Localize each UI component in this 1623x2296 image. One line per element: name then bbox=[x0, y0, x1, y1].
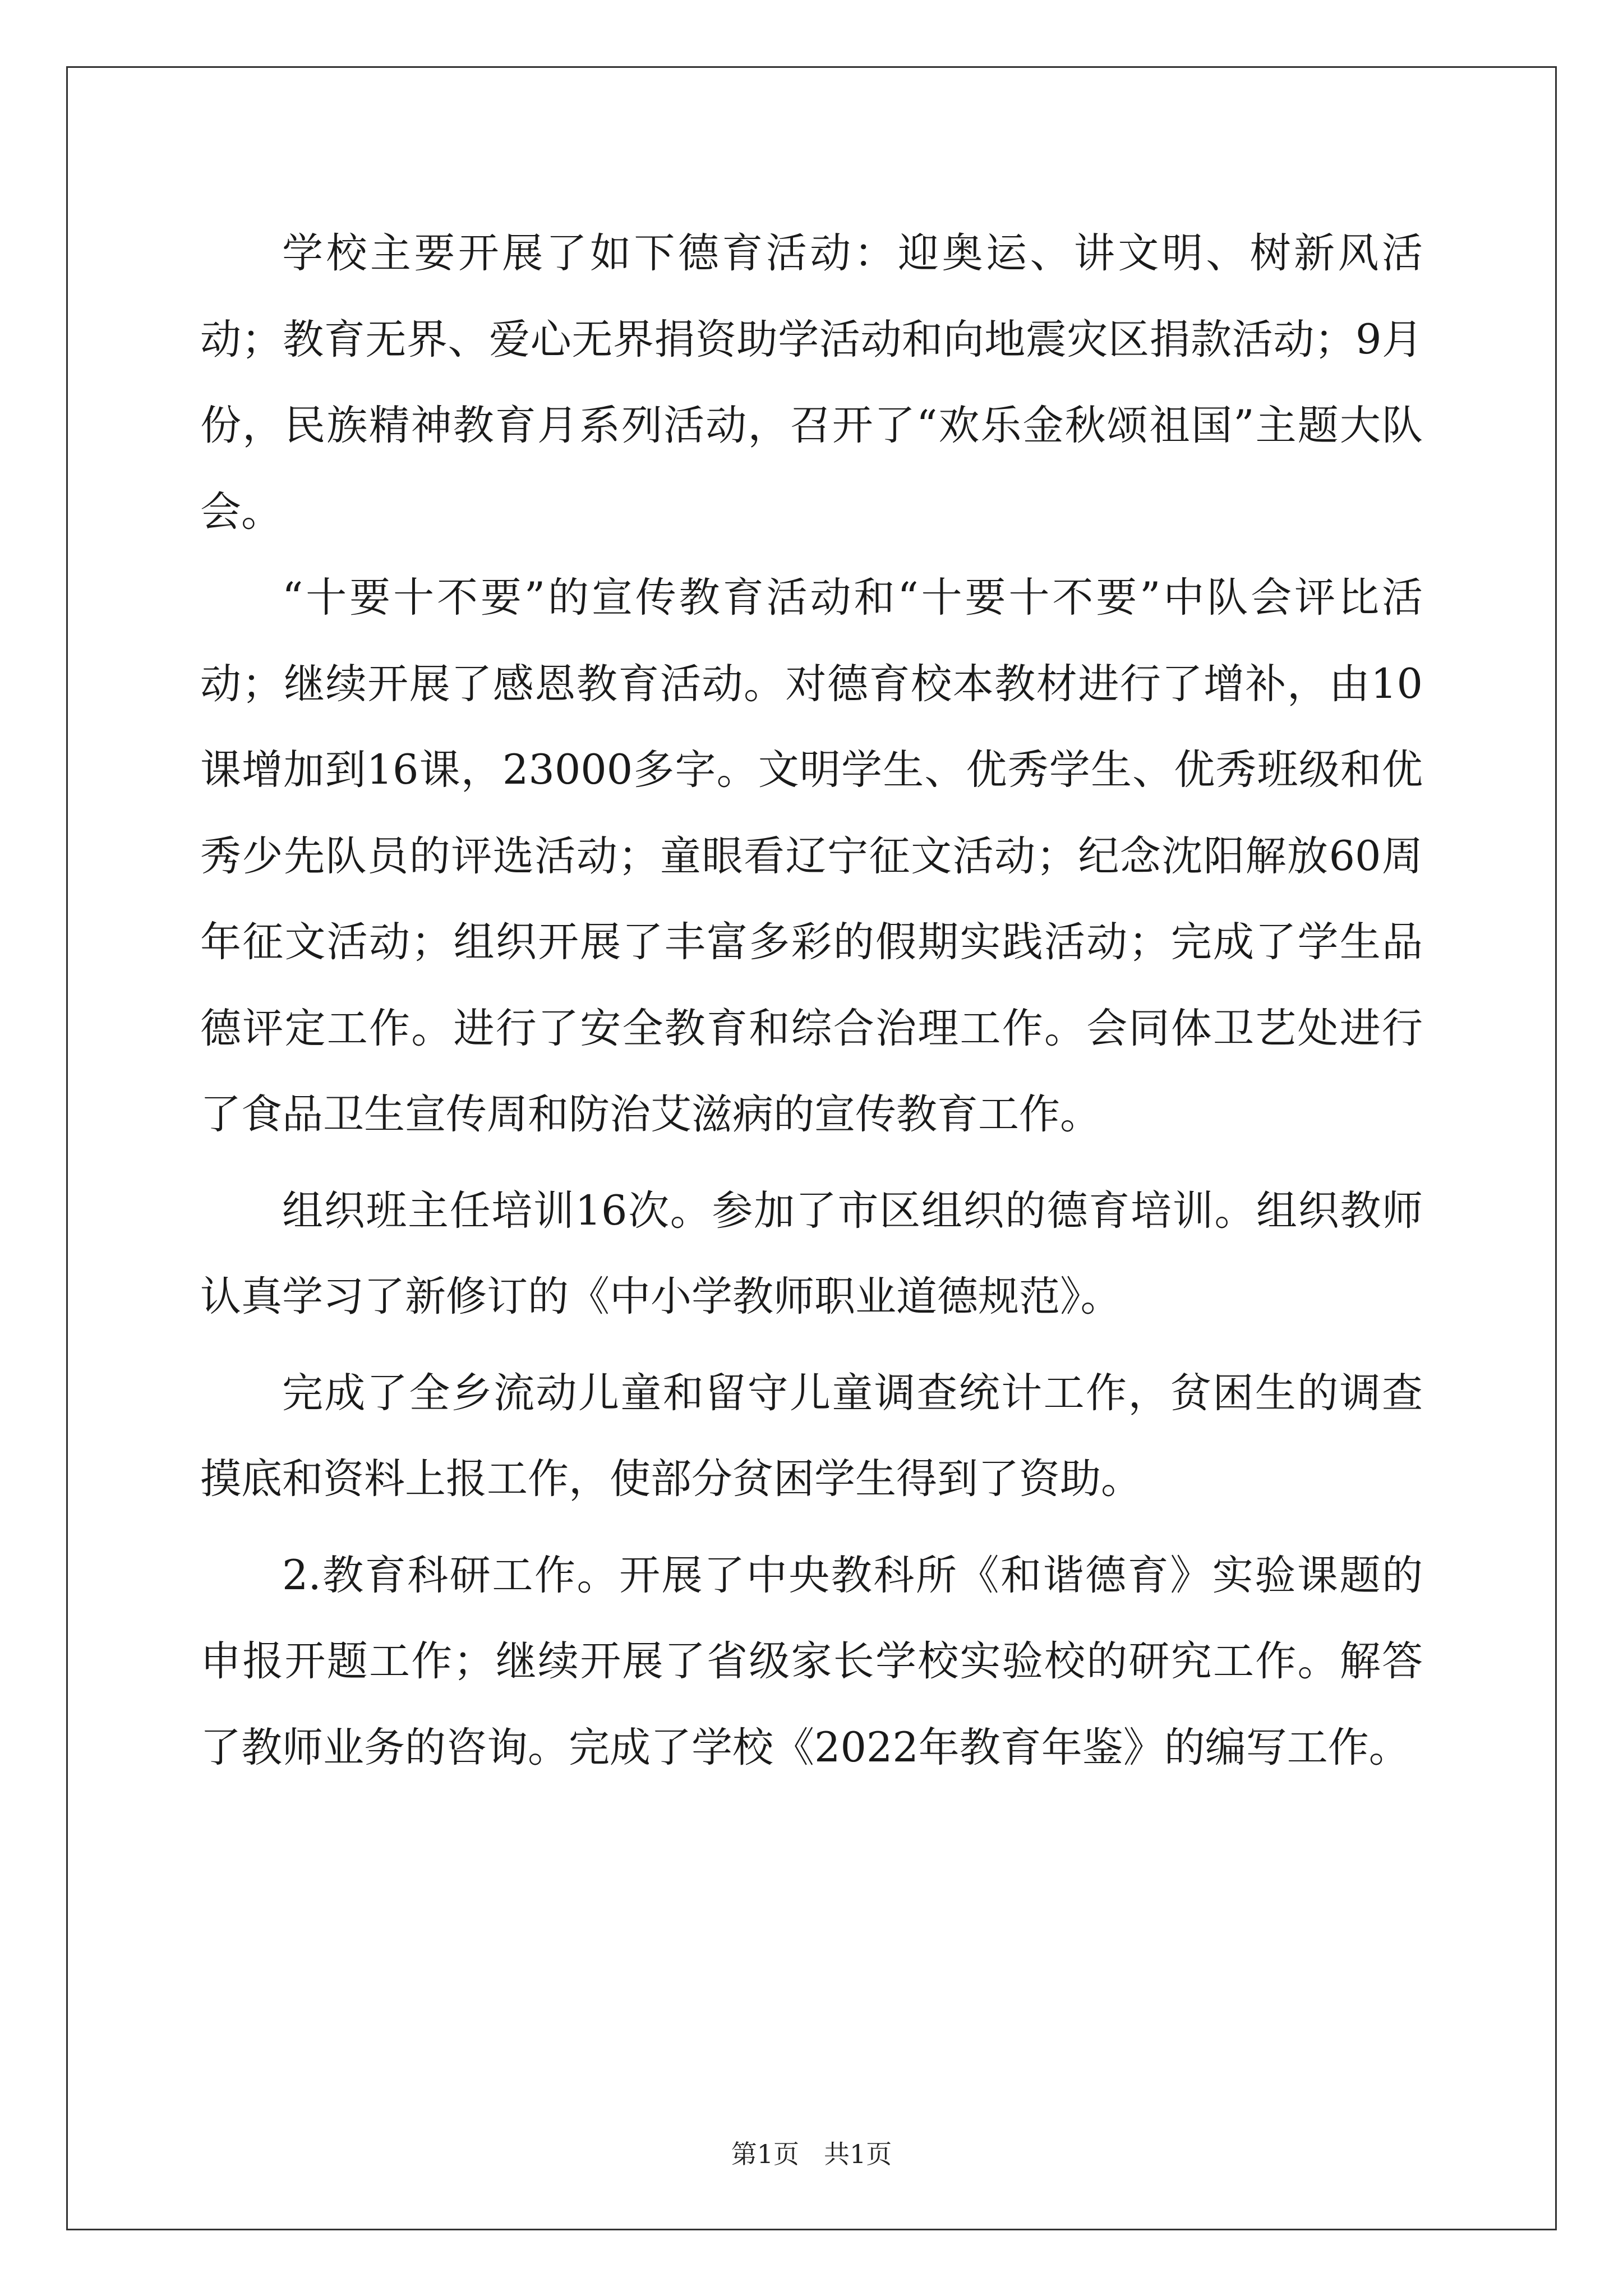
page-footer bbox=[0, 2137, 1623, 2171]
page-total: 共1页 bbox=[824, 2139, 892, 2169]
document-body bbox=[200, 210, 1423, 1791]
paragraph-5: 2.教育科研工作。开展了中央教科所《和谐德育》实验课题的申报开题工作；继续开展了省级家长学校实验校的研究工作。解答了教师业务的咨询。完成了学校《2022年教育年鉴》的编写工作。 bbox=[200, 1551, 1423, 1772]
page-number: 第1页 bbox=[731, 2139, 799, 2169]
paragraph-4: 完成了全乡流动儿童和留守儿童调查统计工作，贫困生的调查摸底和资料上报工作，使部分贫困学生得到了资助。 bbox=[200, 1369, 1423, 1503]
paragraph-3: 组织班主任培训16次。参加了市区组织的德育培训。组织教师认真学习了新修订的《中小学教师职业道德规范》。 bbox=[200, 1186, 1423, 1320]
paragraph-1: 学校主要开展了如下德育活动：迎奥运、讲文明、树新风活动；教育无界、爱心无界捐资助学活动和向地震灾区捐款活动；9月份，民族精神教育月系列活动，召开了“欢乐金秋颂祖国”主题大队会。 bbox=[200, 229, 1423, 536]
paragraph-2: “十要十不要”的宣传教育活动和“十要十不要”中队会评比活动；继续开展了感恩教育活动。对德育校本教材进行了增补，由10课增加到16课，23000多字。文明学生、优秀学生、优秀班级和优秀少先队员的评选活动；童眼看辽宁征文活动；纪念沈阳解放60周年征文活动；组织开展了丰富多彩的假期实践活动；完成了学生品德评定工作。进行了安全教育和综合治理工作。会同体卫艺处进行了食品卫生宣传周和防治艾滋病的宣传教育工作。 bbox=[200, 574, 1423, 1138]
